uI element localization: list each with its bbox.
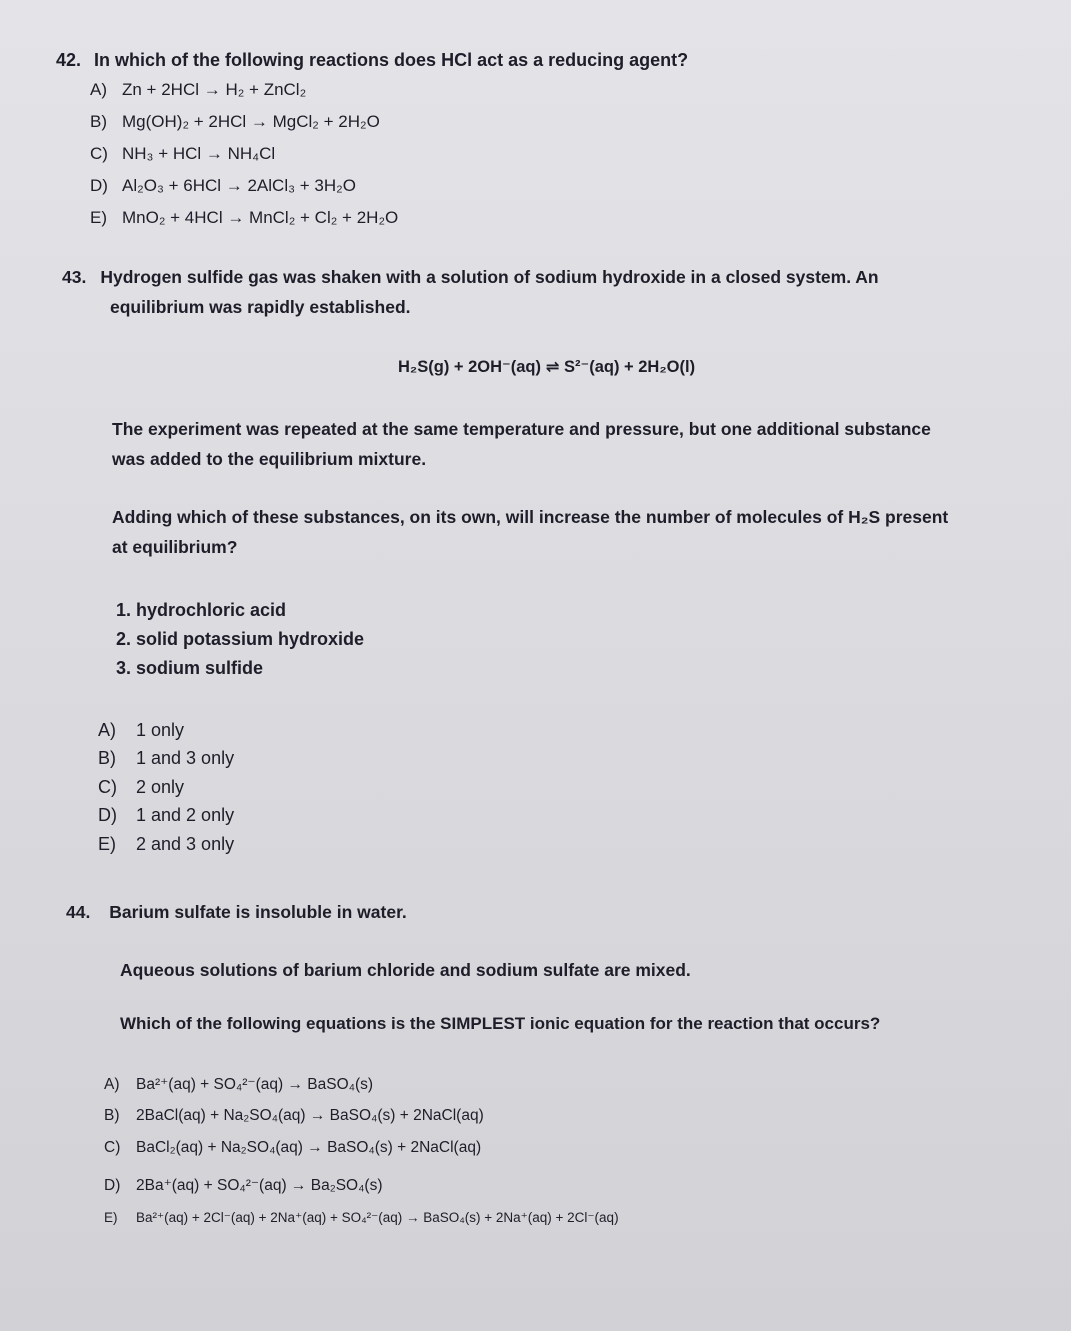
q43-answer-e[interactable] (98, 834, 234, 855)
answer-text: 1 and 3 only (136, 748, 235, 768)
answer-letter: C) (98, 777, 117, 797)
q43-item-2: 2. solid potassium hydroxide (116, 629, 365, 649)
option-text: Zn + 2HCl → H₂ + ZnCl₂ (122, 80, 307, 99)
q43-ask-line2: at equilibrium? (112, 537, 238, 557)
q42-number: 42. (56, 50, 82, 70)
q44-option-a[interactable] (104, 1075, 373, 1094)
option-text: 2BaCl(aq) + Na₂SO₄(aq) → BaSO₄(s) + 2NaCl(aq) (136, 1107, 484, 1124)
q43-repeat-line1: The experiment was repeated at the same temperature and pressure, but one additional substance (112, 419, 931, 439)
q44-option-c[interactable] (104, 1139, 481, 1157)
option-text: Mg(OH)₂ + 2HCl → MgCl₂ + 2H₂O (122, 112, 380, 131)
q43-answer-d[interactable] (98, 805, 234, 826)
q42-option-c[interactable] (90, 144, 275, 164)
q44-question: Which of the following equations is the SIMPLEST ionic equation for the reaction that occurs? (120, 1014, 881, 1033)
answer-letter: A) (98, 720, 116, 740)
q42-option-e[interactable] (90, 208, 398, 228)
option-letter: A) (90, 80, 107, 99)
q43-ask-line1: Adding which of these substances, on its own, will increase the number of molecules of H₂S present (112, 507, 949, 527)
option-letter: E) (90, 208, 107, 227)
q44-option-e[interactable] (104, 1210, 619, 1226)
answer-letter: B) (98, 748, 116, 768)
option-letter: E) (104, 1210, 118, 1225)
option-letter: C) (90, 144, 108, 163)
q44-context: Aqueous solutions of barium chloride and sodium sulfate are mixed. (120, 960, 691, 980)
q44-option-b[interactable] (104, 1107, 484, 1125)
option-letter: B) (104, 1107, 120, 1124)
option-text: BaCl₂(aq) + Na₂SO₄(aq) → BaSO₄(s) + 2NaCl(aq) (136, 1139, 482, 1156)
q42-option-a[interactable] (90, 80, 306, 100)
option-letter: C) (104, 1139, 121, 1156)
option-letter: D) (90, 176, 108, 195)
q44-option-d[interactable] (104, 1176, 383, 1195)
answer-letter: D) (98, 805, 117, 825)
q42-option-d[interactable] (90, 176, 356, 196)
option-letter: A) (104, 1076, 120, 1093)
q43-answer-a[interactable] (98, 720, 184, 741)
q44-number: 44. (66, 902, 91, 922)
answer-text: 2 only (136, 777, 185, 797)
option-letter: B) (90, 112, 107, 131)
q43-ask (112, 502, 1062, 562)
option-text: Al₂O₃ + 6HCl → 2AlCl₃ + 3H₂O (122, 176, 356, 195)
q42-option-b[interactable] (90, 112, 380, 132)
q43-item-1: 1. hydrochloric acid (116, 600, 287, 620)
option-text: Ba²⁺(aq) + SO₄²⁻(aq) → BaSO₄(s) (136, 1076, 374, 1093)
answer-text: 2 and 3 only (136, 834, 235, 854)
q43-answer-c[interactable] (98, 777, 184, 798)
option-letter: D) (104, 1177, 121, 1194)
q44-statement: Barium sulfate is insoluble in water. (109, 902, 407, 922)
q44-heading (66, 902, 407, 923)
answer-text: 1 and 2 only (136, 805, 235, 825)
q43-answer-b[interactable] (98, 748, 234, 769)
option-text: 2Ba⁺(aq) + SO₄²⁻(aq) → Ba₂SO₄(s) (136, 1177, 383, 1194)
q43-item-3: 3. sodium sulfide (116, 658, 264, 678)
option-text: NH₃ + HCl → NH₄Cl (122, 144, 276, 163)
answer-text: 1 only (136, 720, 185, 740)
answer-letter: E) (98, 834, 116, 854)
q42-question: In which of the following reactions does HCl act as a reducing agent? (94, 50, 689, 70)
q43-repeat (112, 414, 1062, 474)
option-text: MnO₂ + 4HCl → MnCl₂ + Cl₂ + 2H₂O (122, 208, 399, 227)
q43-intro-line2: equilibrium was rapidly established. (110, 297, 411, 317)
q43-intro (62, 262, 1052, 322)
q43-number: 43. (62, 267, 87, 287)
q43-repeat-line2: was added to the equilibrium mixture. (112, 449, 427, 469)
q43-equation: H₂S(g) + 2OH⁻(aq) ⇌ S²⁻(aq) + 2H₂O(l) (398, 358, 696, 376)
q43-intro-line1: Hydrogen sulfide gas was shaken with a solution of sodium hydroxide in a closed system. An (100, 267, 879, 287)
q42-heading (56, 50, 688, 71)
option-text: Ba²⁺(aq) + 2Cl⁻(aq) + 2Na⁺(aq) + SO₄²⁻(aq) → BaSO₄(s) + 2Na⁺(aq) + 2Cl⁻(aq) (136, 1210, 619, 1225)
